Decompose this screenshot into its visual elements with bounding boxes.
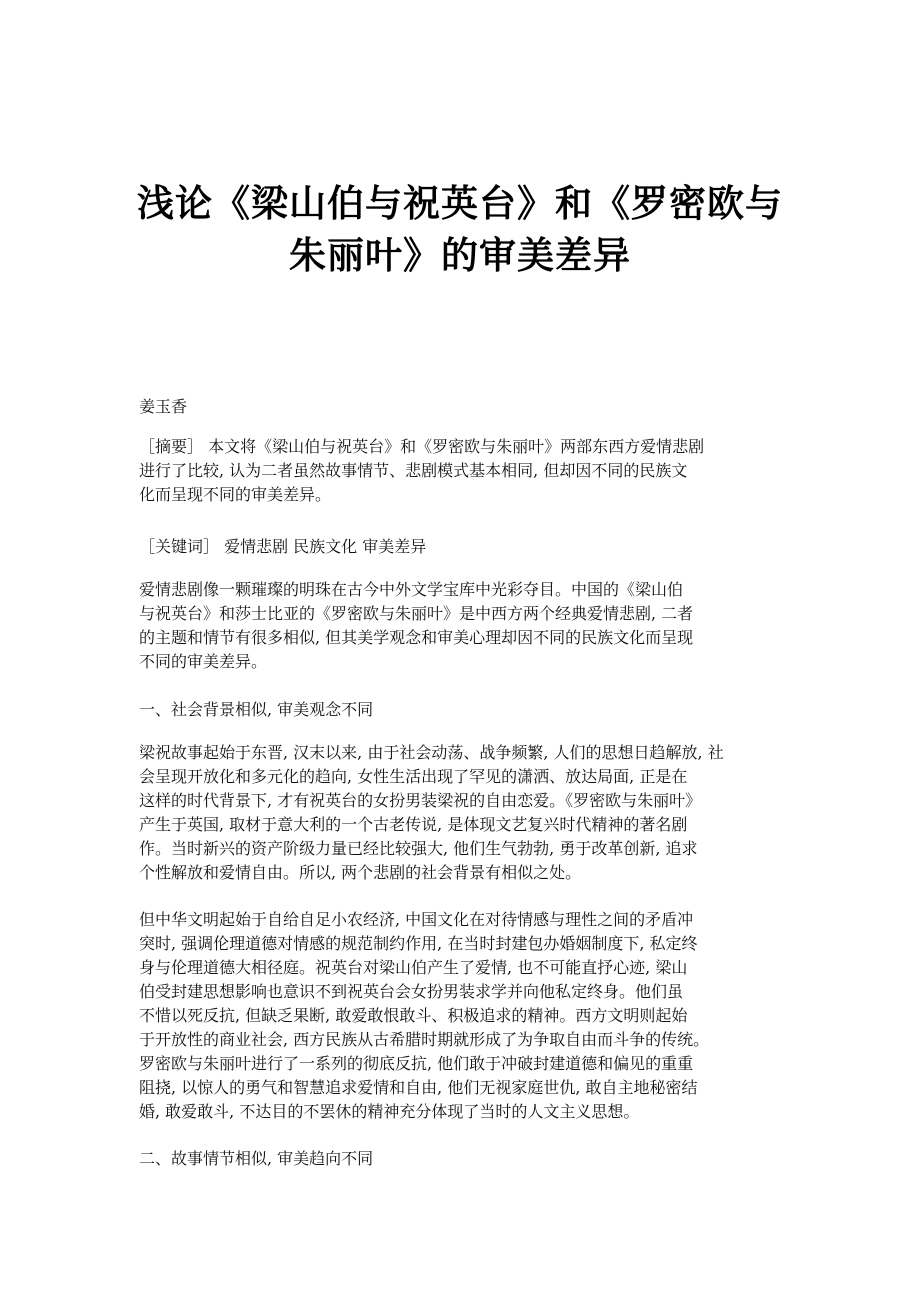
abstract-line: 进行了比较, 认为二者虽然故事情节、悲剧模式基本相同, 但却因不同的民族文 (139, 461, 688, 480)
author-name: 姜玉香 (139, 397, 188, 416)
paragraph-line: 作。当时新兴的资产阶级力量已经比较强大, 他们生气勃勃, 勇于改革创新, 追求 (139, 839, 698, 858)
paragraph-line: 梁祝故事起始于东晋, 汉末以来, 由于社会动荡、战争频繁, 人们的思想日趋解放, 社 (139, 743, 724, 762)
paragraph-line: 身与伦理道德大相径庭。祝英台对梁山伯产生了爱情, 也不可能直抒心迹, 梁山 (139, 958, 688, 977)
abstract (139, 435, 819, 507)
paper-title (0, 178, 920, 282)
paragraph-line: 个性解放和爱情自由。所以, 两个悲剧的社会背景有相似之处。 (139, 863, 582, 882)
paragraph-line: 婚, 敢爱敢斗, 不达目的不罢休的精神充分体现了当时的人文主义思想。 (139, 1102, 640, 1121)
intro-paragraph (139, 578, 819, 674)
paragraph-line: 突时, 强调伦理道德对情感的规范制约作用, 在当时封建包办婚姻制度下, 私定终 (139, 934, 698, 953)
title-line-2: 朱丽叶》的审美差异 (289, 234, 631, 277)
paragraph-line: 于开放性的商业社会, 西方民族从古希腊时期就形成了为争取自由而斗争的传统。 (139, 1030, 710, 1049)
paragraph-line: 产生于英国, 取材于意大利的一个古老传说, 是体现文艺复兴时代精神的著名剧 (139, 815, 688, 834)
paragraph-line: 但中华文明起始于自给自足小农经济, 中国文化在对待情感与理性之间的矛盾冲 (139, 910, 694, 929)
abstract-line: ［摘要］ 本文将《梁山伯与祝英台》和《罗密欧与朱丽叶》两部东西方爱情悲剧 (139, 437, 705, 456)
intro-line: 爱情悲剧像一颗璀璨的明珠在古今中外文学宝库中光彩夺目。中国的《梁山伯 (139, 580, 684, 599)
paragraph-line: 罗密欧与朱丽叶进行了一系列的彻底反抗, 他们敢于冲破封建道德和偏见的重重 (139, 1054, 694, 1073)
paragraph-line: 阻挠, 以惊人的勇气和智慧追求爱情和自由, 他们无视家庭世仇, 敢自主地秘密结 (139, 1078, 698, 1097)
section-1-heading: 一、社会背景相似, 审美观念不同 (139, 700, 374, 719)
title-line-1: 浅论《梁山伯与祝英台》和《罗密欧与 (137, 182, 783, 225)
intro-line: 与祝英台》和莎士比亚的《罗密欧与朱丽叶》是中西方两个经典爱情悲剧, 二者 (139, 604, 694, 623)
keywords: ［关键词］ 爱情悲剧 民族文化 审美差异 (139, 537, 427, 556)
section-1-paragraph-1 (139, 741, 819, 885)
paragraph-line: 会呈现开放化和多元化的趋向, 女性生活出现了罕见的潇洒、放达局面, 正是在 (139, 767, 688, 786)
paragraph-line: 不惜以死反抗, 但缺乏果断, 敢爱敢恨敢斗、积极追求的精神。西方文明则起始 (139, 1006, 688, 1025)
section-1-paragraph-2 (139, 908, 819, 1124)
abstract-line: 化而呈现不同的审美差异。 (139, 485, 332, 504)
intro-line: 的主题和情节有很多相似, 但其美学观念和审美心理却因不同的民族文化而呈现 (139, 628, 694, 647)
section-2-heading: 二、故事情节相似, 审美趋向不同 (139, 1149, 374, 1168)
intro-line: 不同的审美差异。 (139, 652, 268, 671)
paragraph-line: 这样的时代背景下, 才有祝英台的女扮男装梁祝的自由恋爱。《罗密欧与朱丽叶》 (139, 791, 702, 810)
paragraph-line: 伯受封建思想影响也意识不到祝英台会女扮男装求学并向他私定终身。他们虽 (139, 982, 684, 1001)
